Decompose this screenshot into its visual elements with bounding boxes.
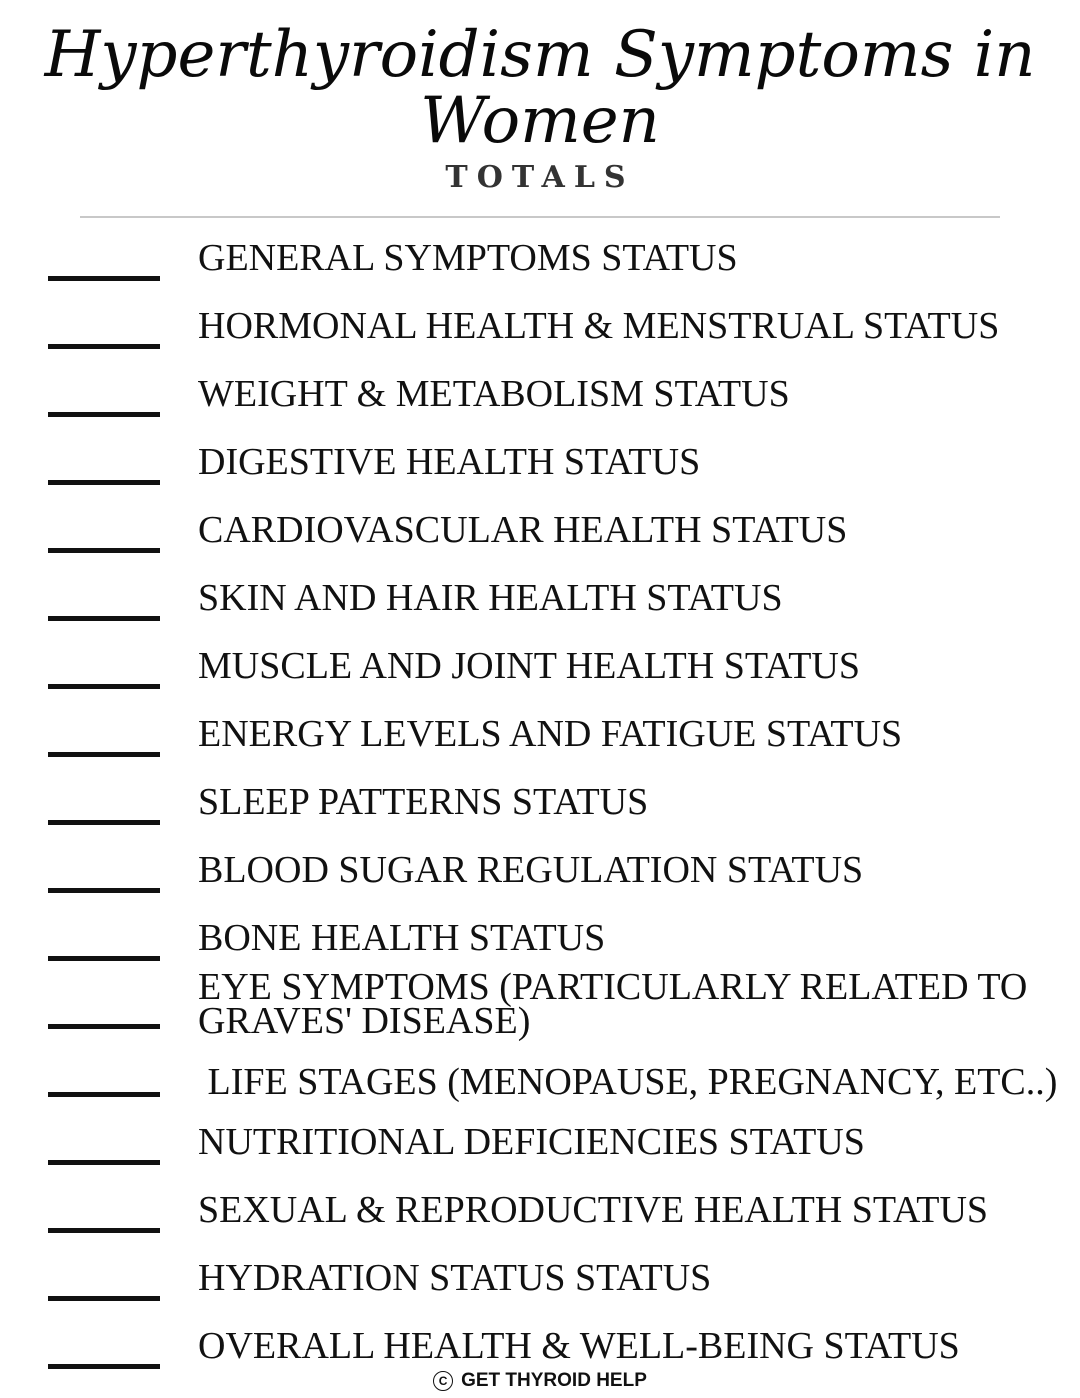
list-item-label: SKIN AND HAIR HEALTH STATUS bbox=[198, 577, 783, 619]
list-item-label: BLOOD SUGAR REGULATION STATUS bbox=[198, 849, 864, 891]
score-blank[interactable] bbox=[48, 616, 160, 621]
list-item bbox=[0, 442, 1080, 510]
list-item-label: EYE SYMPTOMS (PARTICULARLY RELATED TO GRAVES' DISEASE) bbox=[198, 966, 1028, 1042]
list-item-label: HYDRATION STATUS STATUS bbox=[198, 1257, 712, 1299]
list-item-label: DIGESTIVE HEALTH STATUS bbox=[198, 441, 701, 483]
footer-brand: GET THYROID HELP bbox=[461, 1370, 647, 1391]
copyright-icon: C bbox=[433, 1371, 453, 1391]
score-blank[interactable] bbox=[48, 956, 160, 961]
list-item bbox=[0, 850, 1080, 918]
footer-credit bbox=[0, 1370, 1080, 1392]
list-item bbox=[0, 1258, 1080, 1326]
score-blank[interactable] bbox=[48, 344, 160, 349]
list-item bbox=[0, 238, 1080, 306]
list-item bbox=[0, 1122, 1080, 1190]
score-blank[interactable] bbox=[48, 1296, 160, 1301]
score-blank[interactable] bbox=[48, 412, 160, 417]
score-blank[interactable] bbox=[48, 276, 160, 281]
list-item bbox=[0, 306, 1080, 374]
list-item-label: NUTRITIONAL DEFICIENCIES STATUS bbox=[198, 1121, 865, 1163]
list-item-label: WEIGHT & METABOLISM STATUS bbox=[198, 373, 790, 415]
list-item-label: BONE HEALTH STATUS bbox=[198, 917, 606, 959]
list-item bbox=[0, 374, 1080, 442]
score-blank[interactable] bbox=[48, 480, 160, 485]
list-item bbox=[0, 966, 1080, 1042]
list-item bbox=[0, 578, 1080, 646]
score-blank[interactable] bbox=[48, 752, 160, 757]
page-title: Hyperthyroidism Symptoms in Women bbox=[44, 18, 1036, 158]
list-item-label: GENERAL SYMPTOMS STATUS bbox=[198, 237, 738, 279]
list-item-label: SEXUAL & REPRODUCTIVE HEALTH STATUS bbox=[198, 1189, 989, 1231]
list-item bbox=[0, 510, 1080, 578]
score-blank[interactable] bbox=[48, 1364, 160, 1369]
score-blank[interactable] bbox=[48, 888, 160, 893]
list-item-label: HORMONAL HEALTH & MENSTRUAL STATUS bbox=[198, 305, 1000, 347]
score-blank[interactable] bbox=[48, 684, 160, 689]
list-item bbox=[0, 782, 1080, 850]
list-item-label: CARDIOVASCULAR HEALTH STATUS bbox=[198, 509, 848, 551]
list-item-label: ENERGY LEVELS AND FATIGUE STATUS bbox=[198, 713, 903, 755]
list-item-label: LIFE STAGES (MENOPAUSE, PREGNANCY, ETC..) bbox=[198, 1061, 1058, 1103]
score-blank[interactable] bbox=[48, 1160, 160, 1165]
list-item bbox=[0, 1062, 1080, 1130]
header-divider bbox=[80, 216, 1000, 218]
list-item bbox=[0, 646, 1080, 714]
list-item-label: SLEEP PATTERNS STATUS bbox=[198, 781, 649, 823]
list-item-label: OVERALL HEALTH & WELL-BEING STATUS bbox=[198, 1325, 960, 1367]
score-blank[interactable] bbox=[48, 1024, 160, 1029]
list-item bbox=[0, 714, 1080, 782]
list-item-label: MUSCLE AND JOINT HEALTH STATUS bbox=[198, 645, 861, 687]
score-blank[interactable] bbox=[48, 820, 160, 825]
score-blank[interactable] bbox=[48, 1092, 160, 1097]
score-blank[interactable] bbox=[48, 548, 160, 553]
score-blank[interactable] bbox=[48, 1228, 160, 1233]
page-subtitle: TOTALS bbox=[445, 160, 635, 195]
list-item bbox=[0, 1190, 1080, 1258]
